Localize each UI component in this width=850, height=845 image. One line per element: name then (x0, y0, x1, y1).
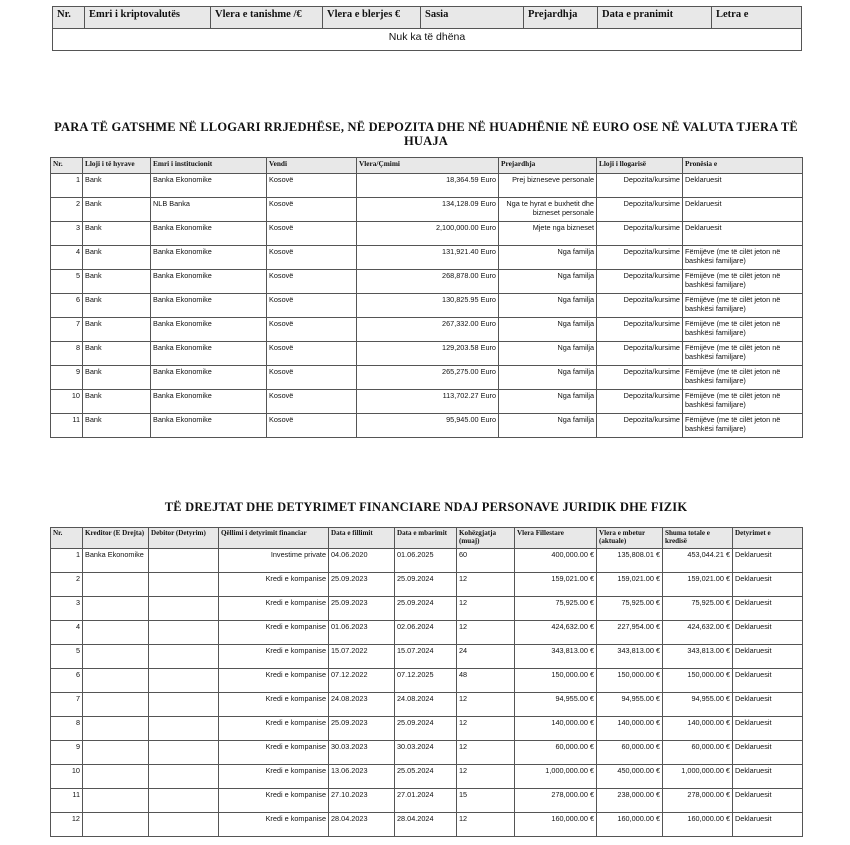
obligation-row-cell: Deklaruesit (733, 621, 803, 645)
obligation-row-cell: 94,955.00 € (597, 693, 663, 717)
obligation-row-cell: Kredi e kompanise (219, 813, 329, 837)
obligation-row-cell: 12 (457, 573, 515, 597)
obligation-row (51, 597, 803, 621)
obligation-row-cell: 04.06.2020 (329, 549, 395, 573)
obligation-row-cell: 453,044.21 € (663, 549, 733, 573)
obligation-row-cell: 140,000.00 € (663, 717, 733, 741)
deposit-row-cell: Kosovë (267, 222, 357, 246)
obligation-row-cell (149, 813, 219, 837)
deposits-header-cell: Lloji i llogarisë (597, 158, 683, 174)
deposit-row (51, 318, 803, 342)
rights-header-cell: Data e mbarimit (395, 528, 457, 549)
deposit-row-cell: Deklaruesit (683, 174, 803, 198)
deposit-row-cell: Fëmijëve (me të cilët jeton në bashkësi familjare) (683, 246, 803, 270)
obligation-row-cell: 424,632.00 € (515, 621, 597, 645)
deposit-row-cell: Fëmijëve (me të cilët jeton në bashkësi familjare) (683, 342, 803, 366)
obligation-row (51, 621, 803, 645)
obligation-row-cell: Deklaruesit (733, 549, 803, 573)
obligation-row-cell: 400,000.00 € (515, 549, 597, 573)
deposits-header-cell: Nr. (51, 158, 83, 174)
obligation-row-cell: 12 (51, 813, 83, 837)
obligation-row-cell: 28.04.2023 (329, 813, 395, 837)
deposit-row-cell: Depozita/kursime (597, 294, 683, 318)
obligation-row-cell (83, 597, 149, 621)
rights-header-cell: Vlera Fillestare (515, 528, 597, 549)
obligation-row-cell: 135,808.01 € (597, 549, 663, 573)
deposit-row-cell: Nga familja (499, 390, 597, 414)
obligation-row-cell: 450,000.00 € (597, 765, 663, 789)
deposit-row-cell: Depozita/kursime (597, 390, 683, 414)
obligation-row-cell (83, 693, 149, 717)
deposits-header-cell: Lloji i të hyrave (83, 158, 151, 174)
deposit-row-cell: 130,825.95 Euro (357, 294, 499, 318)
deposits-header-cell: Prejardhja (499, 158, 597, 174)
rights-header-cell: Qëllimi i detyrimit financiar (219, 528, 329, 549)
obligation-row-cell (149, 669, 219, 693)
deposit-row-cell: Bank (83, 198, 151, 222)
deposit-row-cell: Fëmijëve (me të cilët jeton në bashkësi familjare) (683, 318, 803, 342)
obligation-row-cell: 424,632.00 € (663, 621, 733, 645)
obligation-row-cell: Kredi e kompanise (219, 765, 329, 789)
obligation-row-cell: Kredi e kompanise (219, 573, 329, 597)
crypto-header-cell: Prejardhja (524, 7, 598, 29)
obligation-row-cell: Kredi e kompanise (219, 789, 329, 813)
obligation-row-cell: 94,955.00 € (663, 693, 733, 717)
rights-header-cell: Vlera e mbetur (aktuale) (597, 528, 663, 549)
deposit-row-cell: Kosovë (267, 366, 357, 390)
deposit-row-cell: 129,203.58 Euro (357, 342, 499, 366)
deposit-row-cell: Kosovë (267, 342, 357, 366)
obligation-row-cell: 343,813.00 € (597, 645, 663, 669)
deposit-row-cell: Banka Ekonomike (151, 270, 267, 294)
deposits-table (50, 157, 803, 438)
obligation-row-cell (149, 789, 219, 813)
obligation-row-cell: 25.09.2023 (329, 717, 395, 741)
obligation-row-cell (149, 693, 219, 717)
deposit-row-cell: Nga familja (499, 342, 597, 366)
obligation-row-cell (83, 813, 149, 837)
empty-message: Nuk ka të dhëna (53, 29, 802, 51)
deposit-row-cell: 131,921.40 Euro (357, 246, 499, 270)
obligation-row-cell (149, 621, 219, 645)
obligation-row (51, 765, 803, 789)
deposit-row-cell: Mjete nga bizneset (499, 222, 597, 246)
obligation-row (51, 693, 803, 717)
obligation-row-cell: 60 (457, 549, 515, 573)
obligation-row-cell (83, 789, 149, 813)
obligation-row-cell: Deklaruesit (733, 717, 803, 741)
rights-table (50, 527, 803, 837)
deposit-row-cell: Banka Ekonomike (151, 318, 267, 342)
deposit-row-cell: 7 (51, 318, 83, 342)
obligation-row-cell: Investime private (219, 549, 329, 573)
obligation-row (51, 789, 803, 813)
obligation-row-cell: Kredi e kompanise (219, 669, 329, 693)
obligation-row-cell: 227,954.00 € (597, 621, 663, 645)
obligation-row-cell: Kredi e kompanise (219, 693, 329, 717)
deposit-row-cell: 8 (51, 342, 83, 366)
obligation-row (51, 741, 803, 765)
obligation-row-cell: 159,021.00 € (597, 573, 663, 597)
obligation-row-cell: 1,000,000.00 € (663, 765, 733, 789)
rights-header-cell: Detyrimet e (733, 528, 803, 549)
obligation-row (51, 645, 803, 669)
crypto-header-cell: Emri i kriptovalutës (85, 7, 211, 29)
deposit-row-cell: 18,364.59 Euro (357, 174, 499, 198)
crypto-header-cell: Vlera e tanishme /€ (211, 7, 323, 29)
deposit-row-cell: 2,100,000.00 Euro (357, 222, 499, 246)
obligation-row-cell: 12 (457, 813, 515, 837)
obligation-row-cell (83, 741, 149, 765)
deposit-row-cell: Depozita/kursime (597, 270, 683, 294)
deposit-row-cell: Banka Ekonomike (151, 174, 267, 198)
obligation-row (51, 813, 803, 837)
obligation-row-cell: 343,813.00 € (515, 645, 597, 669)
obligation-row-cell (83, 669, 149, 693)
obligation-row-cell: 25.09.2024 (395, 717, 457, 741)
obligation-row-cell: 30.03.2024 (395, 741, 457, 765)
deposit-row (51, 342, 803, 366)
deposit-row-cell: Bank (83, 318, 151, 342)
obligation-row-cell (149, 645, 219, 669)
obligation-row-cell: 7 (51, 693, 83, 717)
obligation-row-cell (83, 573, 149, 597)
deposit-row-cell: Bank (83, 414, 151, 438)
deposit-row-cell: 267,332.00 Euro (357, 318, 499, 342)
deposit-row (51, 174, 803, 198)
deposit-row-cell: 10 (51, 390, 83, 414)
deposit-row-cell: 11 (51, 414, 83, 438)
deposit-row-cell: Kosovë (267, 270, 357, 294)
obligation-row-cell: 13.06.2023 (329, 765, 395, 789)
obligation-row-cell: 238,000.00 € (597, 789, 663, 813)
obligation-row-cell: 12 (457, 765, 515, 789)
deposit-row-cell: Depozita/kursime (597, 174, 683, 198)
crypto-header-cell: Nr. (53, 7, 85, 29)
obligation-row-cell: 12 (457, 693, 515, 717)
deposit-row-cell: Depozita/kursime (597, 366, 683, 390)
crypto-header-cell: Sasia (421, 7, 524, 29)
deposit-row-cell: Fëmijëve (me të cilët jeton në bashkësi familjare) (683, 366, 803, 390)
obligation-row-cell: 01.06.2025 (395, 549, 457, 573)
deposit-row-cell: Nga te hyrat e buxhetit dhe bizneset personale (499, 198, 597, 222)
deposit-row-cell: Kosovë (267, 390, 357, 414)
deposit-row-cell: Nga familja (499, 270, 597, 294)
obligation-row-cell: 60,000.00 € (597, 741, 663, 765)
deposit-row-cell: 134,128.09 Euro (357, 198, 499, 222)
deposit-row-cell: Banka Ekonomike (151, 222, 267, 246)
obligation-row-cell: 12 (457, 621, 515, 645)
deposit-row-cell: Bank (83, 270, 151, 294)
obligation-row-cell (149, 741, 219, 765)
deposit-row-cell: 2 (51, 198, 83, 222)
deposit-row-cell: 6 (51, 294, 83, 318)
obligation-row-cell: 5 (51, 645, 83, 669)
deposit-row-cell: Kosovë (267, 198, 357, 222)
deposit-row-cell: Banka Ekonomike (151, 366, 267, 390)
deposit-row-cell: Depozita/kursime (597, 342, 683, 366)
deposit-row-cell: Fëmijëve (me të cilët jeton në bashkësi familjare) (683, 294, 803, 318)
obligation-row-cell: 02.06.2024 (395, 621, 457, 645)
obligation-row-cell (149, 597, 219, 621)
deposit-row-cell: NLB Banka (151, 198, 267, 222)
obligation-row-cell (149, 717, 219, 741)
deposit-row-cell: 95,945.00 Euro (357, 414, 499, 438)
deposit-row-cell: Fëmijëve (me të cilët jeton në bashkësi familjare) (683, 414, 803, 438)
obligation-row-cell: 15.07.2024 (395, 645, 457, 669)
deposit-row-cell: Fëmijëve (me të cilët jeton në bashkësi familjare) (683, 270, 803, 294)
obligation-row-cell: Deklaruesit (733, 669, 803, 693)
deposit-row-cell: Depozita/kursime (597, 222, 683, 246)
deposit-row-cell: Fëmijëve (me të cilët jeton në bashkësi familjare) (683, 390, 803, 414)
obligation-row-cell: 24 (457, 645, 515, 669)
obligation-row-cell: 75,925.00 € (597, 597, 663, 621)
rights-header-cell: Kohëzgjatja (muaj) (457, 528, 515, 549)
deposit-row (51, 198, 803, 222)
obligation-row-cell: 150,000.00 € (597, 669, 663, 693)
obligation-row-cell: 28.04.2024 (395, 813, 457, 837)
obligation-row-cell: 48 (457, 669, 515, 693)
obligation-row-cell: 24.08.2023 (329, 693, 395, 717)
obligation-row-cell: Deklaruesit (733, 645, 803, 669)
obligation-row-cell: 4 (51, 621, 83, 645)
obligation-row-cell: 150,000.00 € (515, 669, 597, 693)
deposit-row-cell: Kosovë (267, 294, 357, 318)
obligation-row-cell: 159,021.00 € (663, 573, 733, 597)
crypto-table (52, 6, 802, 51)
obligation-row-cell: 25.09.2024 (395, 597, 457, 621)
obligation-row-cell: 10 (51, 765, 83, 789)
deposit-row-cell: Nga familja (499, 246, 597, 270)
crypto-header-row (53, 7, 802, 29)
obligation-row-cell: Kredi e kompanise (219, 741, 329, 765)
obligation-row-cell: 3 (51, 597, 83, 621)
obligation-row-cell: 15 (457, 789, 515, 813)
obligation-row-cell: 12 (457, 597, 515, 621)
deposit-row-cell: Nga familja (499, 318, 597, 342)
deposits-header-cell: Vlera/Çmimi (357, 158, 499, 174)
deposit-row (51, 246, 803, 270)
deposits-header-row (51, 158, 803, 174)
obligation-row-cell (149, 549, 219, 573)
deposit-row (51, 414, 803, 438)
obligation-row-cell: Deklaruesit (733, 789, 803, 813)
deposit-row-cell: Nga familja (499, 294, 597, 318)
rights-header-cell: Debitor (Detyrim) (149, 528, 219, 549)
obligation-row-cell: 07.12.2022 (329, 669, 395, 693)
crypto-header-cell: Vlera e blerjes € (323, 7, 421, 29)
deposit-row-cell: 1 (51, 174, 83, 198)
obligation-row-cell: 11 (51, 789, 83, 813)
obligation-row (51, 717, 803, 741)
deposit-row-cell: 3 (51, 222, 83, 246)
deposit-row-cell: Kosovë (267, 246, 357, 270)
deposit-row-cell: Kosovë (267, 174, 357, 198)
rights-header-row (51, 528, 803, 549)
rights-header-cell: Shuma totale e kredisë (663, 528, 733, 549)
obligation-row-cell: 25.09.2024 (395, 573, 457, 597)
obligation-row-cell (83, 717, 149, 741)
obligation-row-cell: 27.01.2024 (395, 789, 457, 813)
obligation-row-cell: Deklaruesit (733, 813, 803, 837)
obligation-row-cell: 60,000.00 € (663, 741, 733, 765)
deposit-row-cell: Bank (83, 174, 151, 198)
deposit-row-cell: Bank (83, 342, 151, 366)
obligation-row-cell: Deklaruesit (733, 741, 803, 765)
deposit-row-cell: Prej bizneseve personale (499, 174, 597, 198)
deposit-row-cell: Kosovë (267, 414, 357, 438)
obligation-row-cell: 160,000.00 € (663, 813, 733, 837)
deposits-header-cell: Pronësia e (683, 158, 803, 174)
obligation-row-cell: Kredi e kompanise (219, 621, 329, 645)
obligation-row-cell (83, 645, 149, 669)
deposit-row-cell: Kosovë (267, 318, 357, 342)
obligation-row-cell: 01.06.2023 (329, 621, 395, 645)
obligation-row-cell: 15.07.2022 (329, 645, 395, 669)
deposit-row-cell: Depozita/kursime (597, 414, 683, 438)
deposit-row-cell: Depozita/kursime (597, 246, 683, 270)
obligation-row-cell: 159,021.00 € (515, 573, 597, 597)
obligation-row-cell: 160,000.00 € (597, 813, 663, 837)
obligation-row-cell: 2 (51, 573, 83, 597)
crypto-header-cell: Data e pranimit (598, 7, 712, 29)
obligation-row-cell: 140,000.00 € (515, 717, 597, 741)
deposit-row-cell: Deklaruesit (683, 222, 803, 246)
deposit-row-cell: Bank (83, 246, 151, 270)
obligation-row-cell: 160,000.00 € (515, 813, 597, 837)
obligation-row-cell: 1 (51, 549, 83, 573)
deposit-row-cell: 5 (51, 270, 83, 294)
deposit-row-cell: Bank (83, 390, 151, 414)
deposit-row-cell: Banka Ekonomike (151, 414, 267, 438)
obligation-row-cell: 27.10.2023 (329, 789, 395, 813)
obligation-row-cell: 1,000,000.00 € (515, 765, 597, 789)
rights-header-cell: Data e fillimit (329, 528, 395, 549)
crypto-empty-row (53, 29, 802, 51)
obligation-row-cell: Banka Ekonomike (83, 549, 149, 573)
obligation-row-cell (149, 573, 219, 597)
obligation-row-cell: 8 (51, 717, 83, 741)
deposit-row-cell: Deklaruesit (683, 198, 803, 222)
obligation-row-cell: 6 (51, 669, 83, 693)
deposit-row-cell: 265,275.00 Euro (357, 366, 499, 390)
obligation-row-cell: Kredi e kompanise (219, 717, 329, 741)
obligation-row-cell: 75,925.00 € (663, 597, 733, 621)
obligation-row-cell: 343,813.00 € (663, 645, 733, 669)
deposit-row-cell: Bank (83, 366, 151, 390)
obligation-row-cell (83, 765, 149, 789)
deposit-row-cell: Banka Ekonomike (151, 342, 267, 366)
obligation-row (51, 573, 803, 597)
deposit-row-cell: Bank (83, 222, 151, 246)
obligation-row-cell: 25.05.2024 (395, 765, 457, 789)
obligation-row-cell: 24.08.2024 (395, 693, 457, 717)
deposit-row (51, 294, 803, 318)
deposit-row (51, 366, 803, 390)
obligation-row-cell: 150,000.00 € (663, 669, 733, 693)
deposit-row-cell: Banka Ekonomike (151, 294, 267, 318)
obligation-row-cell: 07.12.2025 (395, 669, 457, 693)
deposit-row-cell: Bank (83, 294, 151, 318)
obligation-row-cell: 278,000.00 € (515, 789, 597, 813)
deposits-header-cell: Vendi (267, 158, 357, 174)
obligation-row-cell: 9 (51, 741, 83, 765)
deposit-row (51, 222, 803, 246)
deposit-row-cell: 9 (51, 366, 83, 390)
obligation-row-cell: 278,000.00 € (663, 789, 733, 813)
obligation-row-cell: Kredi e kompanise (219, 645, 329, 669)
obligation-row-cell: 94,955.00 € (515, 693, 597, 717)
deposit-row-cell: Nga familja (499, 414, 597, 438)
deposit-row-cell: 113,702.27 Euro (357, 390, 499, 414)
deposit-row (51, 270, 803, 294)
deposit-row-cell: Nga familja (499, 366, 597, 390)
crypto-header-cell: Letra e (712, 7, 802, 29)
obligation-row-cell: 25.09.2023 (329, 597, 395, 621)
obligation-row-cell: Deklaruesit (733, 597, 803, 621)
obligation-row-cell: 140,000.00 € (597, 717, 663, 741)
obligation-row-cell: 25.09.2023 (329, 573, 395, 597)
obligation-row-cell: 75,925.00 € (515, 597, 597, 621)
obligation-row-cell: Deklaruesit (733, 765, 803, 789)
obligation-row-cell: 30.03.2023 (329, 741, 395, 765)
obligation-row (51, 549, 803, 573)
obligation-row-cell (83, 621, 149, 645)
obligation-row-cell: 12 (457, 741, 515, 765)
obligation-row-cell: 60,000.00 € (515, 741, 597, 765)
deposit-row-cell: Banka Ekonomike (151, 246, 267, 270)
deposit-row-cell: Depozita/kursime (597, 318, 683, 342)
obligation-row-cell: Kredi e kompanise (219, 597, 329, 621)
rights-section-title: TË DREJTAT DHE DETYRIMET FINANCIARE NDAJ PERSONAVE JURIDIK DHE FIZIK (164, 500, 688, 514)
deposit-row-cell: 4 (51, 246, 83, 270)
deposit-row (51, 390, 803, 414)
deposits-header-cell: Emri i institucionit (151, 158, 267, 174)
deposit-row-cell: Depozita/kursime (597, 198, 683, 222)
deposit-row-cell: 268,878.00 Euro (357, 270, 499, 294)
deposits-section-title: PARA TË GATSHME NË LLOGARI RRJEDHËSE, NË DEPOZITA DHE NË HUADHËNIE NË EURO OSE NË VALUTA TJERA TË HUAJA (54, 120, 798, 148)
obligation-row-cell (149, 765, 219, 789)
obligation-row-cell: Deklaruesit (733, 573, 803, 597)
rights-header-cell: Nr. (51, 528, 83, 549)
obligation-row-cell: 12 (457, 717, 515, 741)
obligation-row-cell: Deklaruesit (733, 693, 803, 717)
deposit-row-cell: Banka Ekonomike (151, 390, 267, 414)
obligation-row (51, 669, 803, 693)
rights-header-cell: Kreditor (E Drejta) (83, 528, 149, 549)
